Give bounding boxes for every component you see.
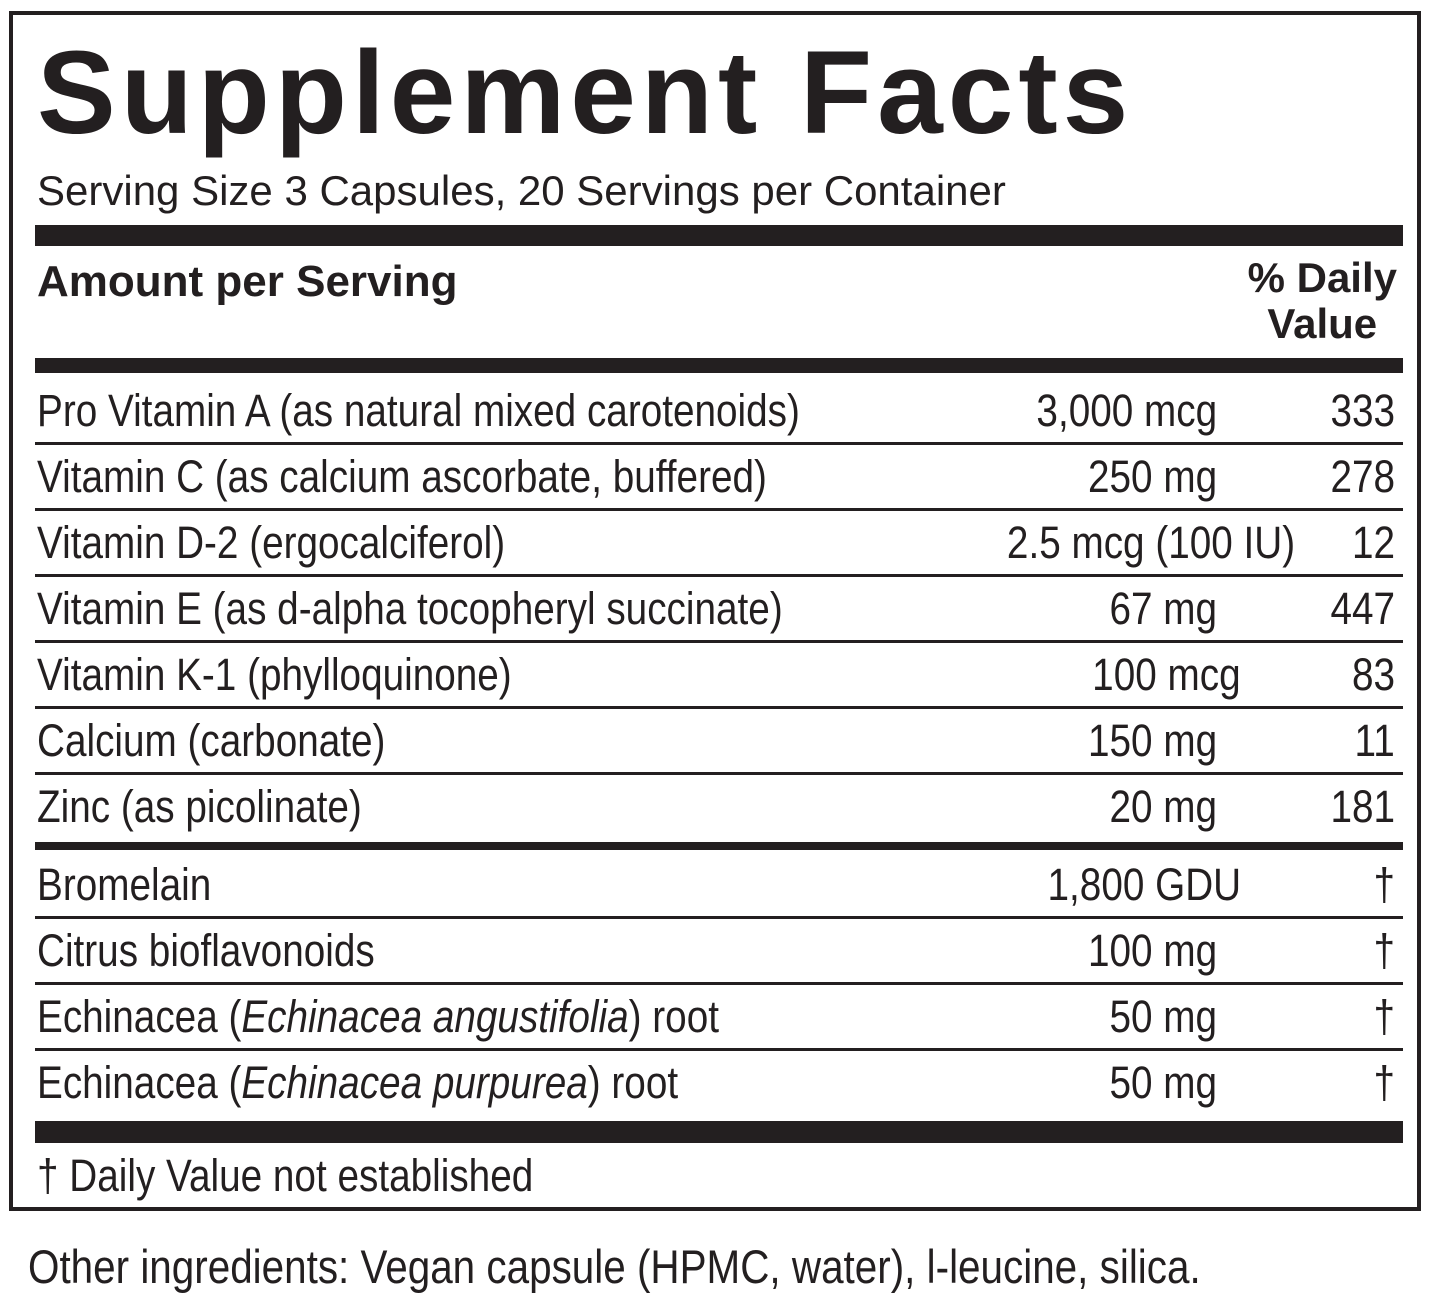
dagger-mark: † [1373, 925, 1395, 976]
thick-divider-bottom [35, 1121, 1403, 1143]
nutrient-row [35, 379, 1403, 445]
daily-value-header-line1: % Daily [1247, 254, 1397, 301]
nutrient-name: Vitamin D-2 (ergocalciferol) [37, 517, 506, 568]
ingredient-name [37, 985, 719, 1049]
nutrient-name: Vitamin K-1 (phylloquinone) [37, 649, 512, 700]
ingredient-name: Bromelain [37, 859, 212, 910]
ingredient-name-suffix: ) root [628, 991, 719, 1042]
nutrient-daily-value: 83 [1351, 649, 1395, 700]
nutrient-daily-value: 447 [1330, 583, 1395, 634]
ingredient-amount: 1,800 GDU [1047, 859, 1241, 910]
ingredient-row [35, 1051, 1403, 1117]
nutrient-daily-value: 278 [1330, 451, 1395, 502]
ingredient-row [35, 985, 1403, 1051]
nutrient-name: Pro Vitamin A (as natural mixed carotenoids) [37, 385, 800, 436]
supplement-facts-panel [9, 11, 1421, 1211]
nutrient-amount: 2.5 mcg (100 IU) [1006, 517, 1295, 568]
ingredient-species: Echinacea purpurea [241, 1057, 588, 1108]
nutrient-name: Zinc (as picolinate) [37, 781, 362, 832]
serving-info: Serving Size 3 Capsules, 20 Servings per Container [37, 167, 1006, 214]
nutrient-daily-value: 11 [1354, 715, 1395, 766]
nutrient-row [35, 775, 1403, 841]
other-ingredients: Other ingredients: Vegan capsule (HPMC, water), l-leucine, silica. [28, 1240, 1201, 1293]
nutrient-amount: 20 mg [1109, 781, 1217, 832]
ingredient-amount: 50 mg [1109, 1057, 1217, 1108]
thick-divider-top [35, 225, 1403, 246]
dagger-mark: † [1373, 991, 1395, 1042]
ingredient-amount: 100 mg [1087, 925, 1217, 976]
nutrient-row [35, 709, 1403, 775]
amount-per-serving-header: Amount per Serving [37, 257, 458, 306]
daily-value-header [1248, 255, 1397, 347]
ingredient-row [35, 919, 1403, 985]
nutrient-daily-value: 181 [1330, 781, 1395, 832]
footnote: † Daily Value not established [37, 1150, 534, 1201]
thick-divider-header [35, 358, 1403, 373]
nutrient-amount: 100 mcg [1092, 649, 1241, 700]
ingredient-amount: 50 mg [1109, 991, 1217, 1042]
nutrient-row [35, 643, 1403, 709]
nutrient-daily-value: 12 [1351, 517, 1395, 568]
nutrient-amount: 67 mg [1109, 583, 1217, 634]
ingredient-name: Citrus bioflavonoids [37, 925, 375, 976]
nutrient-daily-value: 333 [1330, 385, 1395, 436]
ingredient-name-prefix: Echinacea ( [37, 991, 242, 1042]
nutrient-row [35, 577, 1403, 643]
medium-divider [35, 842, 1403, 850]
ingredient-name-prefix: Echinacea ( [37, 1057, 242, 1108]
dagger-mark: † [1373, 1057, 1395, 1108]
nutrient-amount: 3,000 mcg [1036, 385, 1217, 436]
nutrient-name: Calcium (carbonate) [37, 715, 386, 766]
daily-value-header-line2: Value [1267, 300, 1378, 347]
nutrient-name: Vitamin E (as d-alpha tocopheryl succinate) [37, 583, 783, 634]
ingredient-species: Echinacea angustifolia [241, 991, 629, 1042]
ingredient-name [37, 1051, 678, 1115]
ingredient-row [35, 853, 1403, 919]
ingredient-name-suffix: ) root [587, 1057, 679, 1108]
dagger-mark: † [1373, 859, 1395, 910]
panel-title: Supplement Facts [37, 27, 1134, 159]
nutrient-amount: 250 mg [1087, 451, 1217, 502]
nutrient-row [35, 511, 1403, 577]
nutrient-row [35, 445, 1403, 511]
nutrient-amount: 150 mg [1087, 715, 1217, 766]
nutrient-name: Vitamin C (as calcium ascorbate, buffered) [37, 451, 767, 502]
